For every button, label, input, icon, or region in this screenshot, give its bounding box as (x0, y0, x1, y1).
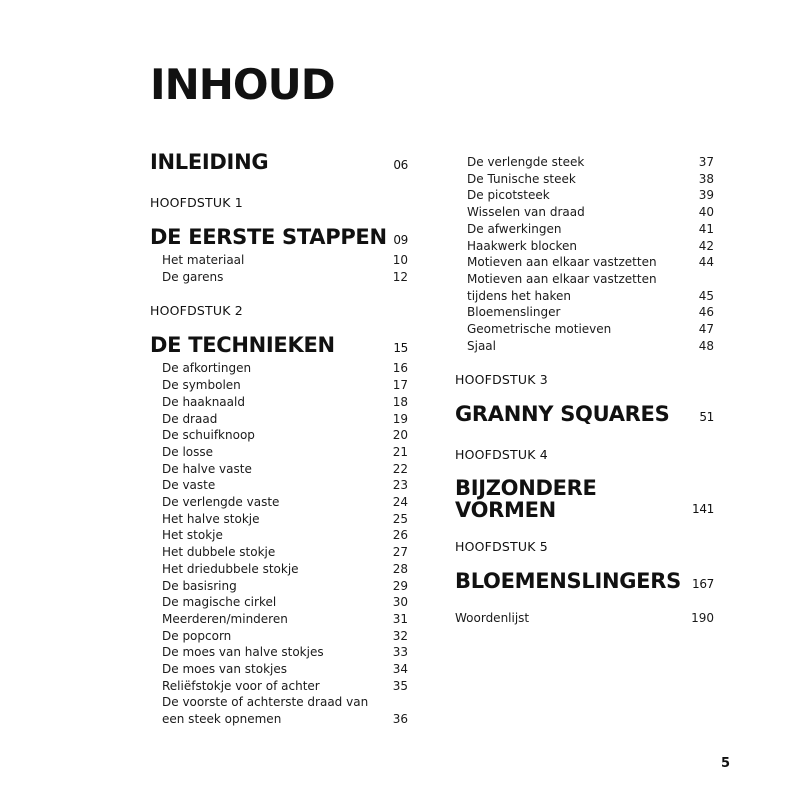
toc-entry[interactable] (150, 477, 408, 494)
entry-page: 19 (392, 411, 408, 426)
entry-label: De voorste of achterste draad van een steek opnemen (162, 695, 369, 727)
entry-page: 40 (698, 205, 714, 220)
entry-label: Motieven aan elkaar vastzetten (467, 255, 657, 270)
toc-chapter-3[interactable] (455, 402, 714, 429)
chapter-kicker: HOOFDSTUK 2 (150, 303, 243, 319)
toc-chapter-5[interactable] (455, 569, 714, 596)
toc-entry[interactable] (455, 187, 714, 204)
entry-label: Woordenlijst (455, 611, 530, 626)
entry-page: 29 (392, 578, 408, 593)
entry-page: 45 (698, 288, 714, 303)
toc-entry[interactable] (150, 411, 408, 428)
toc-entry[interactable] (150, 444, 408, 461)
toc-entry[interactable] (455, 171, 714, 188)
entry-label: De afkortingen (162, 361, 252, 376)
entry-page: 27 (392, 545, 408, 560)
toc-entry-glossary[interactable] (455, 610, 714, 627)
entry-page: 33 (392, 645, 408, 660)
toc-entry[interactable] (150, 461, 408, 478)
toc-entry[interactable] (150, 578, 408, 595)
page-number: 5 (721, 756, 731, 771)
entry-label: De moes van halve stokjes (162, 645, 324, 660)
chapter-page: 06 (393, 158, 408, 172)
toc-entry[interactable] (455, 271, 714, 304)
chapter-kicker: HOOFDSTUK 4 (455, 447, 548, 463)
entry-page: 190 (691, 611, 714, 626)
toc-entry[interactable] (150, 511, 408, 528)
chapter-title: BLOEMENSLINGERS (455, 569, 681, 594)
entry-page: 10 (392, 253, 408, 267)
entry-label: Het stokje (162, 528, 223, 543)
entry-page: 16 (392, 361, 408, 376)
entry-label: Wisselen van draad (467, 205, 585, 220)
chapter-title: GRANNY SQUARES (455, 402, 670, 427)
toc-entry[interactable] (455, 221, 714, 238)
entry-page: 24 (392, 495, 408, 510)
entry-label: De picotsteek (467, 188, 550, 203)
entry-page: 35 (392, 678, 408, 693)
entry-page: 44 (698, 255, 714, 270)
toc-entry[interactable] (150, 252, 408, 269)
entry-page: 25 (392, 511, 408, 526)
chapter-page: 51 (699, 410, 714, 425)
entry-label: Bloemenslinger (467, 305, 561, 320)
entry-label: De schuifknoop (162, 428, 255, 443)
entry-page: 42 (698, 238, 714, 253)
toc-entry[interactable] (455, 204, 714, 221)
entry-label: De garens (162, 269, 224, 284)
toc-entry[interactable] (150, 377, 408, 394)
toc-entry[interactable] (455, 154, 714, 171)
chapter-page: 09 (393, 233, 408, 247)
chapter-page: 141 (691, 502, 714, 517)
entry-label: De losse (162, 444, 213, 459)
entry-label: De Tunische steek (467, 171, 576, 186)
entry-page: 38 (698, 171, 714, 186)
entry-label: De vaste (162, 478, 216, 493)
toc-chapter-4[interactable] (455, 477, 714, 521)
entry-label: De afwerkingen (467, 221, 562, 236)
chapter-title: INLEIDING (150, 150, 269, 174)
entry-label: De basisring (162, 578, 237, 593)
toc-entry[interactable] (150, 678, 408, 695)
toc-entries-ch2-continued (455, 154, 714, 354)
toc-entry[interactable] (150, 269, 408, 286)
entry-page: 36 (392, 712, 408, 727)
entry-page: 32 (392, 628, 408, 643)
entry-label: De verlengde vaste (162, 495, 280, 510)
toc-entry[interactable] (150, 494, 408, 511)
toc-entry[interactable] (150, 661, 408, 678)
page-title: INHOUD (150, 60, 335, 109)
entry-page: 28 (392, 561, 408, 576)
entry-page: 34 (392, 662, 408, 677)
entry-page: 41 (698, 221, 714, 236)
toc-entry[interactable] (150, 694, 408, 727)
toc-entry[interactable] (150, 611, 408, 628)
chapter-title: BIJZONDERE VORMEN (455, 476, 597, 523)
toc-entries-ch1 (150, 252, 408, 285)
entry-page: 48 (698, 338, 714, 353)
toc-entry[interactable] (150, 594, 408, 611)
toc-entry[interactable] (150, 394, 408, 411)
toc-entry[interactable] (150, 360, 408, 377)
entry-page: 21 (392, 444, 408, 459)
entry-label: De symbolen (162, 378, 241, 393)
entry-label: Het dubbele stokje (162, 545, 276, 560)
entry-label: Haakwerk blocken (467, 238, 577, 253)
toc-entry[interactable] (150, 544, 408, 561)
entry-label: Het halve stokje (162, 511, 260, 526)
entry-label: De verlengde steek (467, 155, 585, 169)
toc-entry[interactable] (150, 628, 408, 645)
chapter-kicker: HOOFDSTUK 1 (150, 195, 243, 210)
entry-label: Sjaal (467, 338, 496, 353)
entry-label: Het materiaal (162, 253, 245, 267)
entry-page: 22 (392, 461, 408, 476)
chapter-kicker: HOOFDSTUK 3 (455, 372, 548, 388)
toc-entry[interactable] (150, 427, 408, 444)
chapter-title: DE TECHNIEKEN (150, 333, 335, 358)
toc-chapter-1[interactable] (150, 225, 408, 252)
entry-label: De magische cirkel (162, 595, 277, 610)
entry-page: 39 (698, 188, 714, 203)
chapter-title: DE EERSTE STAPPEN (150, 225, 387, 249)
entry-label: De haaknaald (162, 394, 245, 409)
entry-page: 20 (392, 428, 408, 443)
toc-right-column (455, 154, 714, 627)
toc-entry[interactable] (455, 304, 714, 321)
toc-entry[interactable] (455, 238, 714, 255)
toc-entry[interactable] (455, 338, 714, 355)
toc-chapter-2[interactable] (150, 333, 408, 360)
entry-page: 18 (392, 394, 408, 409)
chapter-kicker: HOOFDSTUK 5 (455, 539, 548, 555)
entry-page: 17 (392, 378, 408, 393)
entry-label: Het driedubbele stokje (162, 561, 299, 576)
entry-label: De draad (162, 411, 218, 426)
toc-entries-ch2 (150, 360, 408, 727)
toc-entry[interactable] (150, 644, 408, 661)
entry-label: De halve vaste (162, 461, 252, 476)
toc-chapter-inleiding[interactable] (150, 150, 408, 177)
entry-page: 47 (698, 322, 714, 337)
entry-label: Geometrische motieven (467, 322, 612, 337)
toc-entry[interactable] (150, 527, 408, 544)
entry-label: Motieven aan elkaar vastzetten tijdens het haken (467, 271, 657, 303)
entry-label: Reliëfstokje voor of achter (162, 678, 320, 693)
entry-page: 23 (392, 478, 408, 493)
entry-page: 26 (392, 528, 408, 543)
entry-page: 30 (392, 595, 408, 610)
toc-entry[interactable] (455, 254, 714, 271)
entry-label: De popcorn (162, 628, 232, 643)
entry-page: 46 (698, 305, 714, 320)
entry-page: 31 (392, 611, 408, 626)
entry-page: 37 (698, 155, 714, 169)
chapter-page: 167 (691, 577, 714, 592)
chapter-page: 15 (393, 341, 408, 356)
entry-label: De moes van stokjes (162, 662, 288, 677)
entry-label: Meerderen/minderen (162, 611, 288, 626)
toc-left-column (150, 150, 408, 728)
toc-entry[interactable] (455, 321, 714, 338)
toc-entry[interactable] (150, 561, 408, 578)
entry-page: 12 (392, 269, 408, 284)
